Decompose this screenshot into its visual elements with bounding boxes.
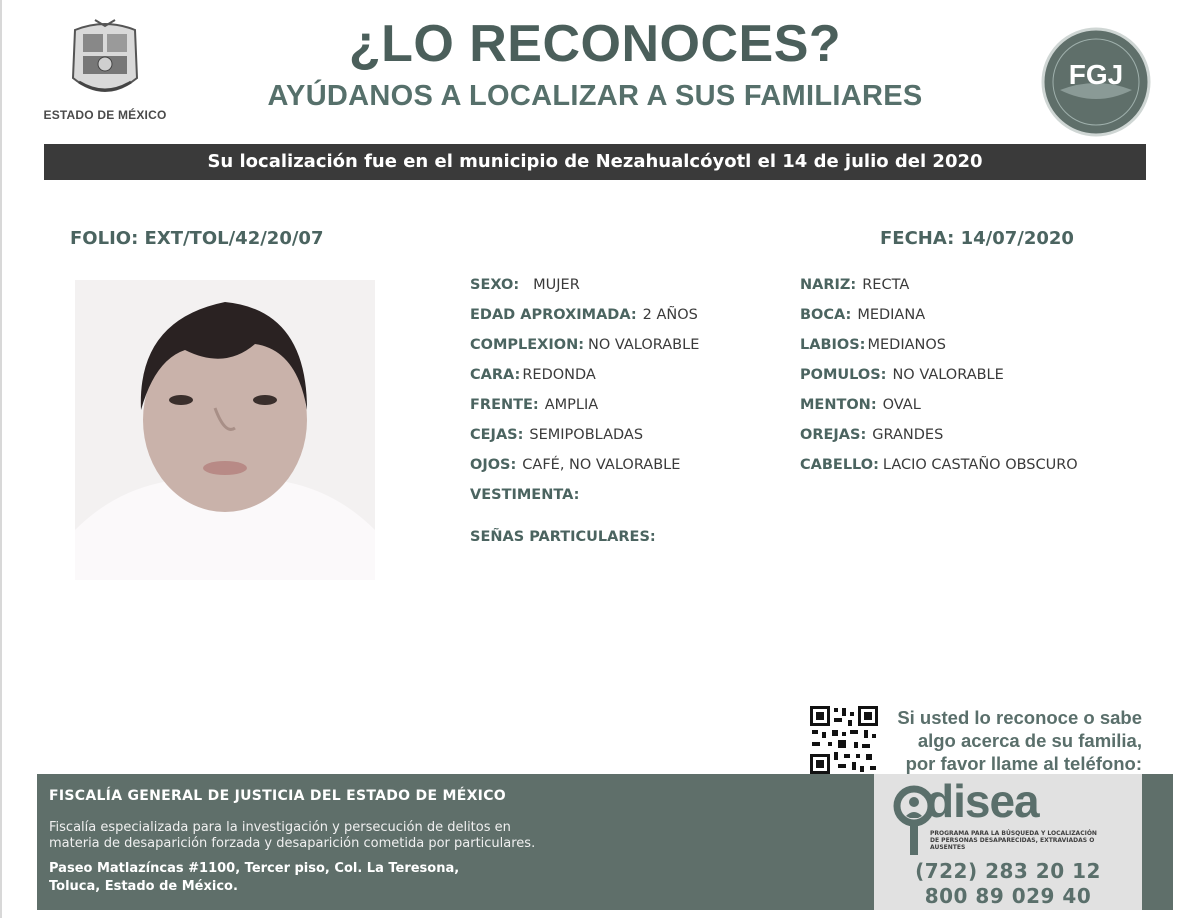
attr-row-senas [470,528,699,558]
attr-label: EDAD APROXIMADA: [470,307,637,323]
attr-value: RECTA [862,277,910,293]
odisea-contact-box [874,774,1142,910]
attr-label: CARA: [470,367,521,383]
attr-label: CABELLO: [800,457,879,473]
fgj-logo [1040,26,1152,138]
folio-number: FOLIO: EXT/TOL/42/20/07 [70,228,324,249]
location-banner: Su localización fue en el municipio de Nezahualcóyotl el 14 de julio del 2020 [44,144,1146,180]
attr-value: MEDIANA [857,307,926,323]
attr-value: MUJER [533,277,580,293]
footer-addr-line-1: Paseo Matlazíncas #1100, Tercer piso, Col. La Teresona, [49,861,460,876]
attr-label: LABIOS: [800,337,866,353]
attr-row-ojos [470,456,699,486]
state-logo-caption: ESTADO DE MÉXICO [43,108,167,122]
attributes-left [470,276,699,558]
attr-value: 2 AÑOS [642,307,698,323]
odisea-program-line-1: PROGRAMA PARA LA BÚSQUEDA Y LOCALIZACIÓN [930,830,1097,837]
attr-value: CAFÉ, NO VALORABLE [522,457,681,473]
attr-row-pomulos [800,366,1078,396]
attr-row-cabello [800,456,1078,486]
attr-value: NO VALORABLE [892,367,1004,383]
attr-value: AMPLIA [544,397,599,413]
attr-row-sexo [470,276,699,306]
attr-label: SEXO: [470,277,520,293]
odisea-program-line-3: AUSENTES [930,844,966,851]
odisea-program-line-2: DE PERSONAS DESAPARECIDAS, EXTRAVIADAS O [930,837,1095,844]
attr-label: MENTON: [800,397,877,413]
footer-org-name: FISCALÍA GENERAL DE JUSTICIA DEL ESTADO DE MÉXICO [49,788,506,804]
attr-row-vestimenta [470,486,699,528]
attr-row-edad [470,306,699,336]
attr-row-cejas [470,426,699,456]
attr-row-frente [470,396,699,426]
state-coat-of-arms-icon [65,18,145,104]
attr-row-cara [470,366,699,396]
estado-de-mexico-logo [40,18,170,130]
page-left-rule [0,0,2,918]
attr-row-labios [800,336,1078,366]
attr-label: COMPLEXION: [470,337,585,353]
attr-value: NO VALORABLE [588,337,700,353]
attr-value: REDONDA [522,367,596,383]
attr-label: VESTIMENTA: [470,487,580,503]
attr-label: SEÑAS PARTICULARES: [470,529,656,545]
attr-row-orejas [800,426,1078,456]
attr-value: LACIO CASTAÑO OBSCURO [882,457,1078,473]
odisea-brand: disea [926,775,1039,827]
attr-label: FRENTE: [470,397,539,413]
person-photo [75,280,375,580]
fgj-logo-text: FGJ [1068,59,1124,90]
attr-value: MEDIANOS [867,337,946,353]
footer-address [49,860,649,896]
footer-description [49,820,649,852]
record-date: FECHA: 14/07/2020 [880,228,1074,249]
attr-row-boca [800,306,1078,336]
contact-line-1: Si usted lo reconoce o sabe [897,707,1142,728]
footer-desc-line-1: Fiscalía especializada para la investigación y persecución de delitos en [49,820,511,835]
attributes-right [800,276,1078,486]
attr-row-complexion [470,336,699,366]
odisea-program-text [930,830,1110,851]
contact-message [880,706,1142,775]
footer-desc-line-2: materia de desaparición forzada y desaparición cometida por particulares. [49,836,536,851]
footer-addr-line-2: Toluca, Estado de México. [49,879,238,894]
contact-line-3: por favor llame al teléfono: [905,753,1142,774]
attr-label: POMULOS: [800,367,887,383]
page-subtitle: AYÚDANOS A LOCALIZAR A SUS FAMILIARES [267,80,923,112]
attr-row-menton [800,396,1078,426]
attr-value: SEMIPOBLADAS [529,427,644,443]
attr-label: CEJAS: [470,427,524,443]
attr-value: OVAL [882,397,921,413]
phone-number-tollfree[interactable]: 800 89 029 40 [924,884,1092,908]
phone-number-local[interactable]: (722) 283 20 12 [915,859,1101,883]
attr-row-nariz [800,276,1078,306]
attr-label: BOCA: [800,307,852,323]
page-title: ¿LO RECONOCES? [348,15,842,73]
attr-label: NARIZ: [800,277,857,293]
contact-line-2: algo acerca de su familia, [917,730,1142,751]
attr-value: GRANDES [872,427,944,443]
attr-label: OREJAS: [800,427,867,443]
qr-code-icon[interactable] [808,704,880,776]
fgj-seal-icon [1040,26,1152,138]
attr-label: OJOS: [470,457,517,473]
child-portrait-image [75,280,375,580]
